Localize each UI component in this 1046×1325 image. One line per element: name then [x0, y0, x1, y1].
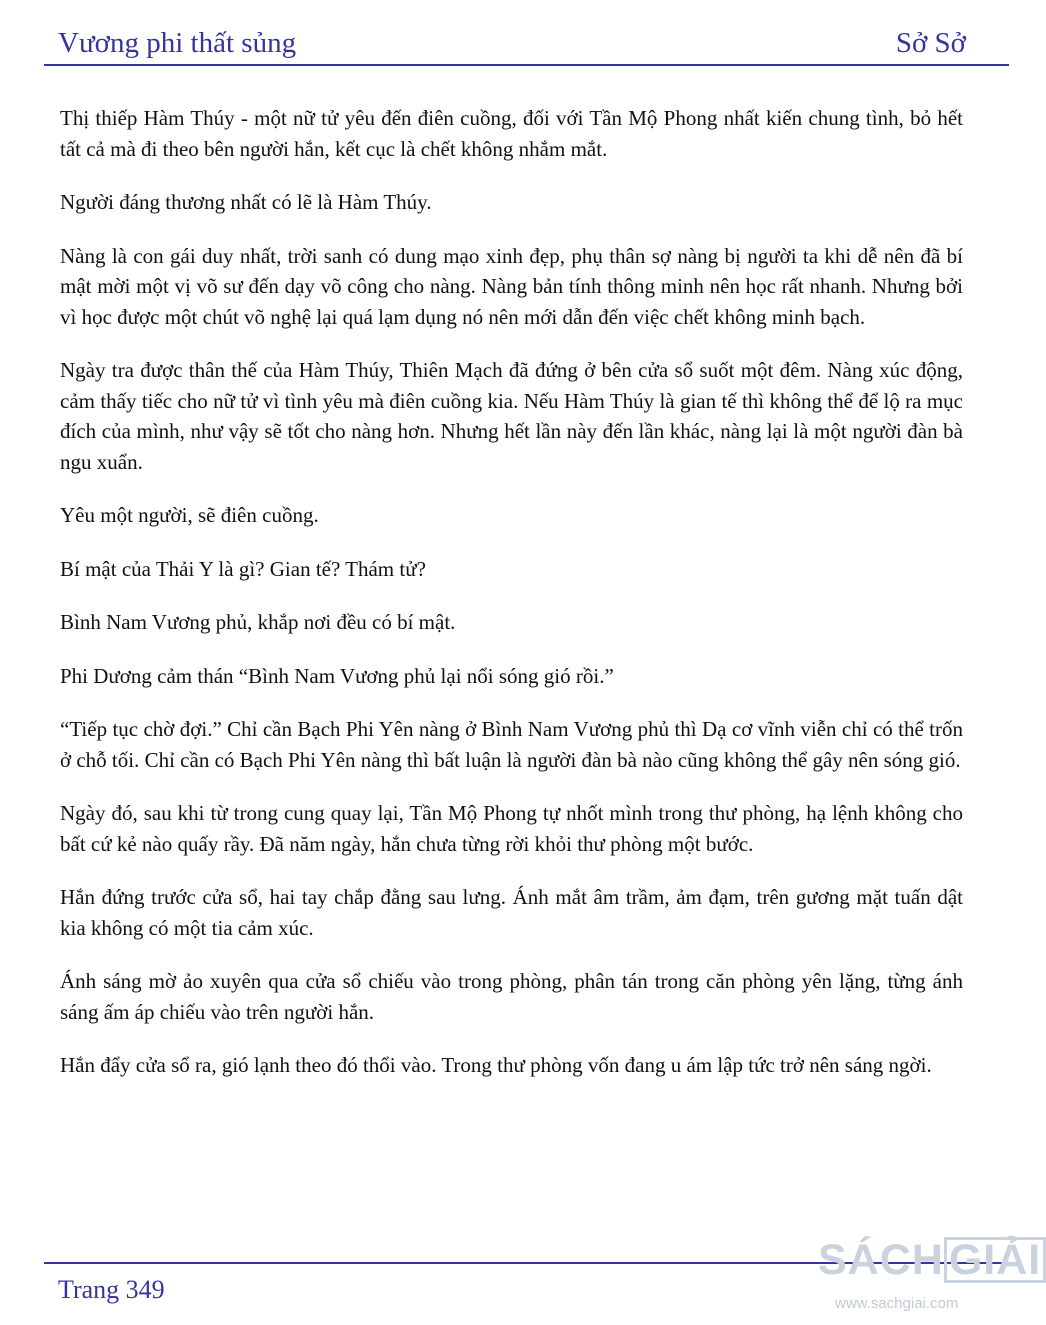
watermark-logo-right: GIẢI — [944, 1237, 1046, 1283]
page-body — [60, 103, 963, 1104]
watermark-logo — [818, 1236, 1046, 1284]
watermark — [815, 1228, 1042, 1320]
paragraph: Thị thiếp Hàm Thúy - một nữ tử yêu đến điên cuồng, đối với Tần Mộ Phong nhất kiến chung tình, bỏ hết tất cả mà đi theo bên người hắn, kết cục là chết không nhắm mắt. — [60, 106, 963, 161]
paragraph: Ngày tra được thân thế của Hàm Thúy, Thiên Mạch đã đứng ở bên cửa sổ suốt một đêm. Nàng xúc động, cảm thấy tiếc cho nữ tử vì tình yêu mà điên cuồng kia. Nếu Hàm Thúy là gian tế thì không thể để lộ ra mục đích của mình, như vậy sẽ tốt cho nàng hơn. Nhưng hết lần này đến lần khác, nàng lại là một người đàn bà ngu xuẩn. — [60, 358, 963, 474]
paragraph: “Tiếp tục chờ đợi.” Chỉ cần Bạch Phi Yên nàng ở Bình Nam Vương phủ thì Dạ cơ vĩnh viễn chỉ có thể trốn ở chỗ tối. Chỉ cần có Bạch Phi Yên nàng thì bất luận là người đàn bà nào cũng không thể gây nên sóng gió. — [60, 717, 963, 772]
paragraph: Ánh sáng mờ ảo xuyên qua cửa sổ chiếu vào trong phòng, phân tán trong căn phòng yên lặng, từng ánh sáng ấm áp chiếu vào trên người hắn. — [60, 969, 963, 1024]
paragraph: Yêu một người, sẽ điên cuồng. — [60, 503, 319, 527]
paragraph: Người đáng thương nhất có lẽ là Hàm Thúy. — [60, 190, 432, 214]
watermark-url: www.sachgiai.com — [835, 1295, 959, 1312]
paragraph: Bí mật của Thải Y là gì? Gian tế? Thám tử? — [60, 556, 426, 581]
header-divider — [44, 64, 1009, 66]
watermark-logo-left: SÁCH — [818, 1236, 944, 1284]
paragraph: Hắn đứng trước cửa sổ, hai tay chắp đằng sau lưng. Ánh mắt âm trầm, ảm đạm, trên gương mặt tuấn dật kia không có một tia cảm xúc. — [60, 885, 963, 940]
page-header — [0, 0, 1024, 70]
author-name: Sở Sở — [895, 27, 966, 59]
page-number: Trang 349 — [58, 1275, 165, 1304]
book-title: Vương phi thất sủng — [58, 27, 297, 59]
paragraph: Ngày đó, sau khi từ trong cung quay lại, Tần Mộ Phong tự nhốt mình trong thư phòng, hạ lệnh không cho bất cứ kẻ nào quấy rầy. Đã năm ngày, hắn chưa từng rời khỏi thư phòng một bước. — [60, 801, 963, 856]
paragraph: Nàng là con gái duy nhất, trời sanh có dung mạo xinh đẹp, phụ thân sợ nàng bị người ta khi dễ nên đã bí mật mời một vị võ sư đến dạy võ công cho nàng. Nàng bản tính thông minh nên học rất nhanh. Nhưng bởi vì học được một chút võ nghệ lại quá lạm dụng nó nên mới dẫn đến việc chết không minh bạch. — [60, 243, 963, 329]
paragraph: Phi Dương cảm thán “Bình Nam Vương phủ lại nổi sóng gió rồi.” — [60, 663, 614, 688]
paragraph: Bình Nam Vương phủ, khắp nơi đều có bí mật. — [60, 610, 456, 634]
paragraph: Hắn đẩy cửa sổ ra, gió lạnh theo đó thổi vào. Trong thư phòng vốn đang u ám lập tức trở nên sáng ngời. — [60, 1053, 932, 1077]
